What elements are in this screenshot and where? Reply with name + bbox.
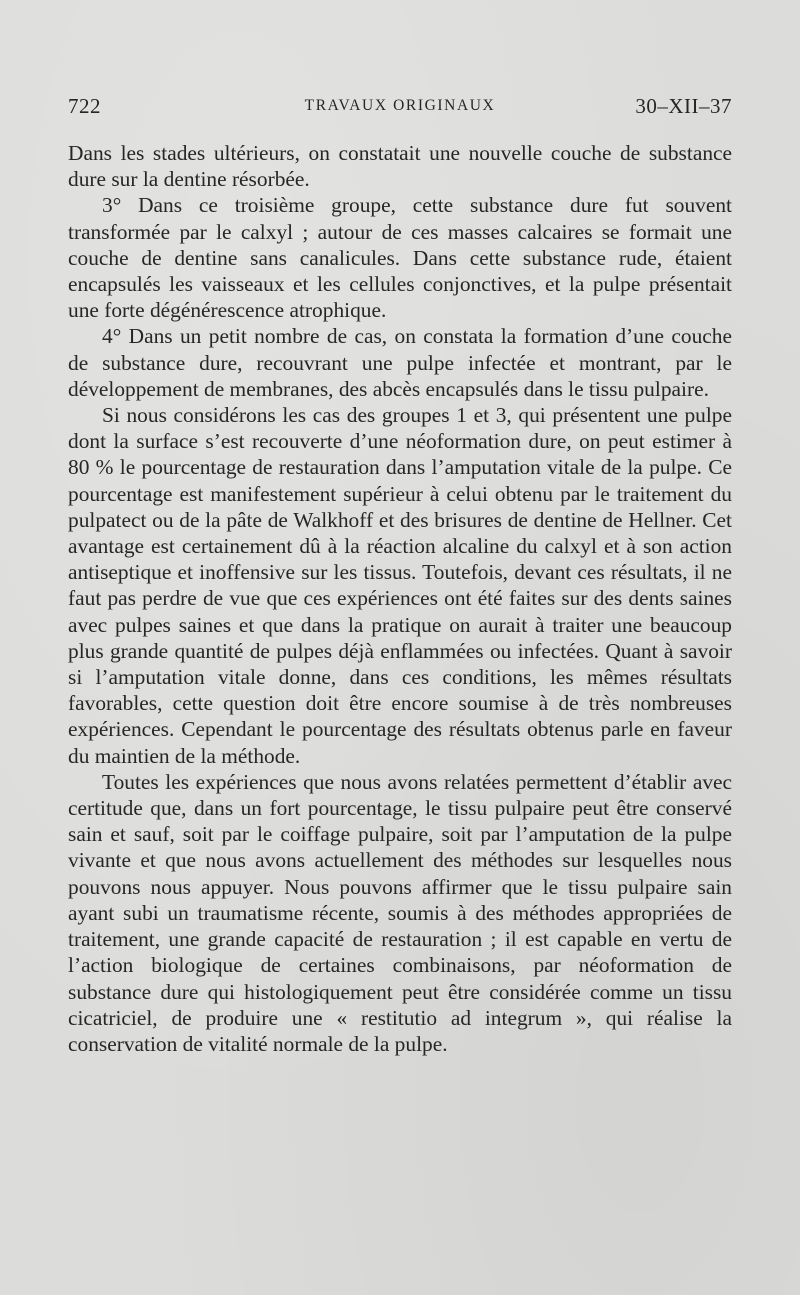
paragraph: Si nous considérons les cas des groupes 1 et 3, qui présentent une pulpe dont la surface s’est recouverte d’une néoformation dure, on peut estimer à 80 % le pourcentage de restauration dans l’amputation vitale de la pulpe. Ce pourcentage est manifestement supérieur à celui obtenu par le traitement du pulpatect ou de la pâte de Walkhoff et des brisures de dentine de Hellner. Cet avantage est certainement dû à la réaction alcaline du calxyl et à son action antiseptique et inoffensive sur les tissus. Toutefois, devant ces résultats, il ne faut pas perdre de vue que ces expériences ont été faites sur des dents saines avec pulpes saines et que dans la pratique on aurait à traiter une beaucoup plus grande quantité de pulpes déjà enflammées ou infectées. Quant à savoir si l’amputation vitale donne, dans ces conditions, les mêmes résultats favorables, cette question doit être encore soumise à de très nombreuses expériences. Cependant le pourcentage des résultats obtenus parle en faveur du maintien de la méthode.	[68, 403, 732, 768]
running-title: TRAVAUX ORIGINAUX	[304, 97, 496, 114]
paragraph: Dans les stades ultérieurs, on constatait une nouvelle couche de substance dure sur la dentine résorbée.	[68, 141, 732, 192]
paragraph: 4° Dans un petit nombre de cas, on constata la formation d’une couche de substance dure, recouvrant une pulpe infectée et montrant, par le développement de membranes, des abcès encapsulés dans le tissu pulpaire.	[68, 324, 732, 401]
paragraph: Toutes les expériences que nous avons relatées permettent d’établir avec certitude que, dans un fort pourcentage, le tissu pulpaire peut être conservé sain et sauf, soit par le coiffage pulpaire, soit par l’amputation de la pulpe vivante et que nous avons actuellement des méthodes sur lesquelles nous pouvons nous appuyer. Nous pouvons affirmer que le tissu pulpaire sain ayant subi un traumatisme récente, soumis à des méthodes appropriées de traitement, une grande capacité de restauration ; il est capable en vertu de l’action biologique de certaines combinaisons, par néoformation de substance dure qui histologiquement peut être considérée comme un tissu cicatriciel, de produire une « restitutio ad integrum », qui réalise la conservation de vitalité normale de la pulpe.	[68, 769, 732, 1056]
page-header	[68, 94, 732, 122]
issue-date: 30–XII–37	[635, 94, 732, 118]
paragraph: 3° Dans ce troisième groupe, cette substance dure fut souvent transformée par le calxyl ; autour de ces masses calcaires se formait une couche de dentine sans canalicules. Dans cette substance rude, étaient encapsulés les vaisseaux et les cellules conjonctives, et la pulpe présentait une forte dégénérescence atrophique.	[68, 193, 732, 323]
page-number: 722	[68, 94, 101, 118]
body-text	[68, 140, 732, 1057]
